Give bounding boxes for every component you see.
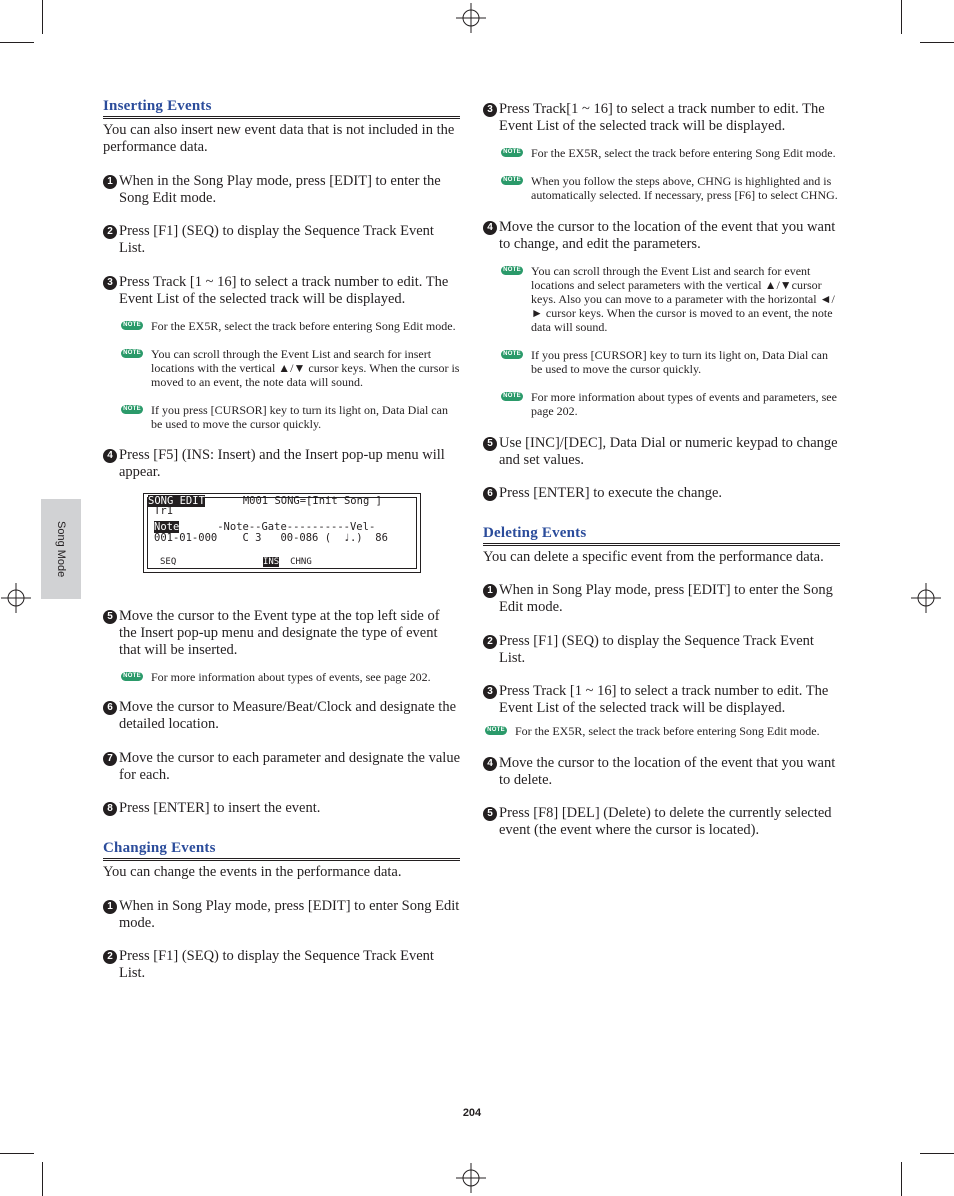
registration-mark-icon [456,3,486,33]
lcd-column-header: -Note--Gate----------Vel- [217,521,376,533]
step [103,447,460,481]
crop-mark [920,1153,954,1154]
step-number: 4 [483,757,497,771]
step-number: 5 [483,437,497,451]
step-number: 6 [483,487,497,501]
step [483,805,840,839]
note-icon: NOTE [501,350,523,359]
lcd-header-row [148,496,382,507]
step [483,755,840,789]
step-text: Move the cursor to the Event type at the top left side of the Insert pop-up menu and designate the type of event that will be inserted. [119,608,440,658]
side-tab-label: Song Mode [55,520,67,578]
note-icon: NOTE [501,176,523,185]
note [103,403,460,431]
lcd-song-title: M001 SONG=[Init Song ] [242,495,382,507]
note-icon: NOTE [121,672,143,681]
note-icon: NOTE [121,321,143,330]
step-number: 3 [103,276,117,290]
step [103,948,460,982]
lcd-type-field: Note [154,521,180,533]
step [103,699,460,733]
lcd-position: 001-01-000 [154,532,218,544]
step-text: Press [ENTER] to execute the change. [499,485,723,501]
step-number: 3 [483,103,497,117]
step [483,101,840,135]
step-number: 4 [103,449,117,463]
step-number: 6 [103,701,117,715]
lcd-note: C 3 [242,532,262,544]
step-number: 1 [483,584,497,598]
section-heading-inserting: Inserting Events [103,98,460,119]
step-text: Press Track [1 ~ 16] to select a track number to edit. The Event List of the selected track will be displayed. [119,274,449,307]
registration-mark-icon [911,583,941,613]
step-number: 7 [103,752,117,766]
note-icon: NOTE [121,349,143,358]
page-number: 204 [462,1107,482,1119]
step [483,582,840,616]
crop-mark [42,0,43,34]
crop-mark [901,0,902,34]
step-number: 2 [103,950,117,964]
crop-mark [0,1153,34,1154]
lcd-values-row [154,533,388,544]
note-icon: NOTE [501,266,523,275]
step [483,219,840,253]
step-text: Move the cursor to each parameter and designate the value for each. [119,750,461,783]
lcd-velocity: 86 [375,532,388,544]
lcd-menu-chng: CHNG [290,557,312,567]
step-text: When in Song Play mode, press [EDIT] to enter Song Edit mode. [119,898,460,931]
note [483,174,840,202]
note-icon: NOTE [485,726,507,735]
note-text: For the EX5R, select the track before entering Song Edit mode. [515,724,820,738]
registration-mark-icon [456,1163,486,1193]
note-text: For more information about types of events, see page 202. [151,670,431,684]
note [483,348,840,376]
step-text: Press Track[1 ~ 16] to select a track number to edit. The Event List of the selected track will be displayed. [499,101,825,134]
step-number: 2 [103,225,117,239]
lcd-tab-title: SONG EDIT [148,495,205,507]
step-text: Press [F8] [DEL] (Delete) to delete the currently selected event (the event where the cursor is located). [499,805,832,838]
lcd-gate: 00-086 ( ♩.) [280,532,363,544]
right-column [483,101,840,839]
step-text: Press [F5] (INS: Insert) and the Insert pop-up menu will appear. [119,447,445,480]
crop-mark [901,1162,902,1196]
crop-mark [42,1162,43,1196]
note [483,724,840,738]
crop-mark [920,42,954,43]
lcd-screen [143,493,421,573]
note-text: When you follow the steps above, CHNG is highlighted and is automatically selected. If necessary, press [F6] to select CHNG. [531,174,838,202]
note-icon: NOTE [501,148,523,157]
lcd-menu-seq: SEQ [160,557,177,567]
step-text: When in the Song Play mode, press [EDIT] to enter the Song Edit mode. [119,173,441,206]
step-text: Use [INC]/[DEC], Data Dial or numeric keypad to change and set values. [499,435,838,468]
note-icon: NOTE [501,392,523,401]
step-number: 8 [103,802,117,816]
lcd-track: Tr1 [154,505,173,517]
step [483,683,840,717]
step-number: 3 [483,685,497,699]
note-icon: NOTE [121,405,143,414]
note [103,347,460,389]
step-text: Move the cursor to the location of the event that you want to delete. [499,755,836,788]
step-text: Move the cursor to the location of the event that you want to change, and edit the parameters. [499,219,836,252]
step [103,750,460,784]
step [483,633,840,667]
lcd-menu-row [160,557,312,568]
step-text: Press Track [1 ~ 16] to select a track number to edit. The Event List of the selected track will be displayed. [499,683,829,716]
step [103,608,460,659]
lcd-menu-ins: INS [262,557,280,567]
step [103,173,460,207]
step-text: Move the cursor to Measure/Beat/Clock and designate the detailed location. [119,699,457,732]
registration-mark-icon [1,583,31,613]
section-heading-deleting: Deleting Events [483,525,840,546]
note-text: For the EX5R, select the track before entering Song Edit mode. [531,146,836,160]
step-text: When in Song Play mode, press [EDIT] to enter the Song Edit mode. [499,582,833,615]
step-text: Press [F1] (SEQ) to display the Sequence Track Event List. [499,633,814,666]
note-text: You can scroll through the Event List and search for insert locations with the vertical ▲/▼ cursor keys. When the cursor is moved to an event, the note data will sound. [151,347,460,389]
note [103,319,460,333]
crop-mark [0,42,34,43]
note [483,264,840,334]
note [103,670,460,684]
step-number: 5 [103,610,117,624]
step [103,800,460,817]
step-number: 4 [483,221,497,235]
step-number: 1 [103,175,117,189]
step-text: Press [ENTER] to insert the event. [119,800,321,816]
step-text: Press [F1] (SEQ) to display the Sequence Track Event List. [119,223,434,256]
section-heading-changing: Changing Events [103,840,460,861]
section-intro: You can delete a specific event from the performance data. [483,549,824,565]
step [103,274,460,308]
step-text: Press [F1] (SEQ) to display the Sequence Track Event List. [119,948,434,981]
note-text: If you press [CURSOR] key to turn its light on, Data Dial can be used to move the cursor quickly. [151,403,448,431]
step-number: 5 [483,807,497,821]
note [483,390,840,418]
step [483,435,840,469]
left-column [103,98,460,982]
step-number: 2 [483,635,497,649]
note [483,146,840,160]
note-text: For the EX5R, select the track before entering Song Edit mode. [151,319,456,333]
step [103,223,460,257]
step [483,485,840,502]
note-text: If you press [CURSOR] key to turn its light on, Data Dial can be used to move the cursor quickly. [531,348,828,376]
section-intro: You can also insert new event data that is not included in the performance data. [103,122,455,155]
note-text: For more information about types of events and parameters, see page 202. [531,390,837,418]
section-intro: You can change the events in the performance data. [103,864,402,880]
note-text: You can scroll through the Event List and search for event locations and select parameters with the vertical ▲/▼cursor keys. Also you can move to a parameter with the horizontal ◄/► cursor keys. When the cursor is moved to an event, the note data will sound. [531,264,835,334]
step-number: 1 [103,900,117,914]
step [103,898,460,932]
